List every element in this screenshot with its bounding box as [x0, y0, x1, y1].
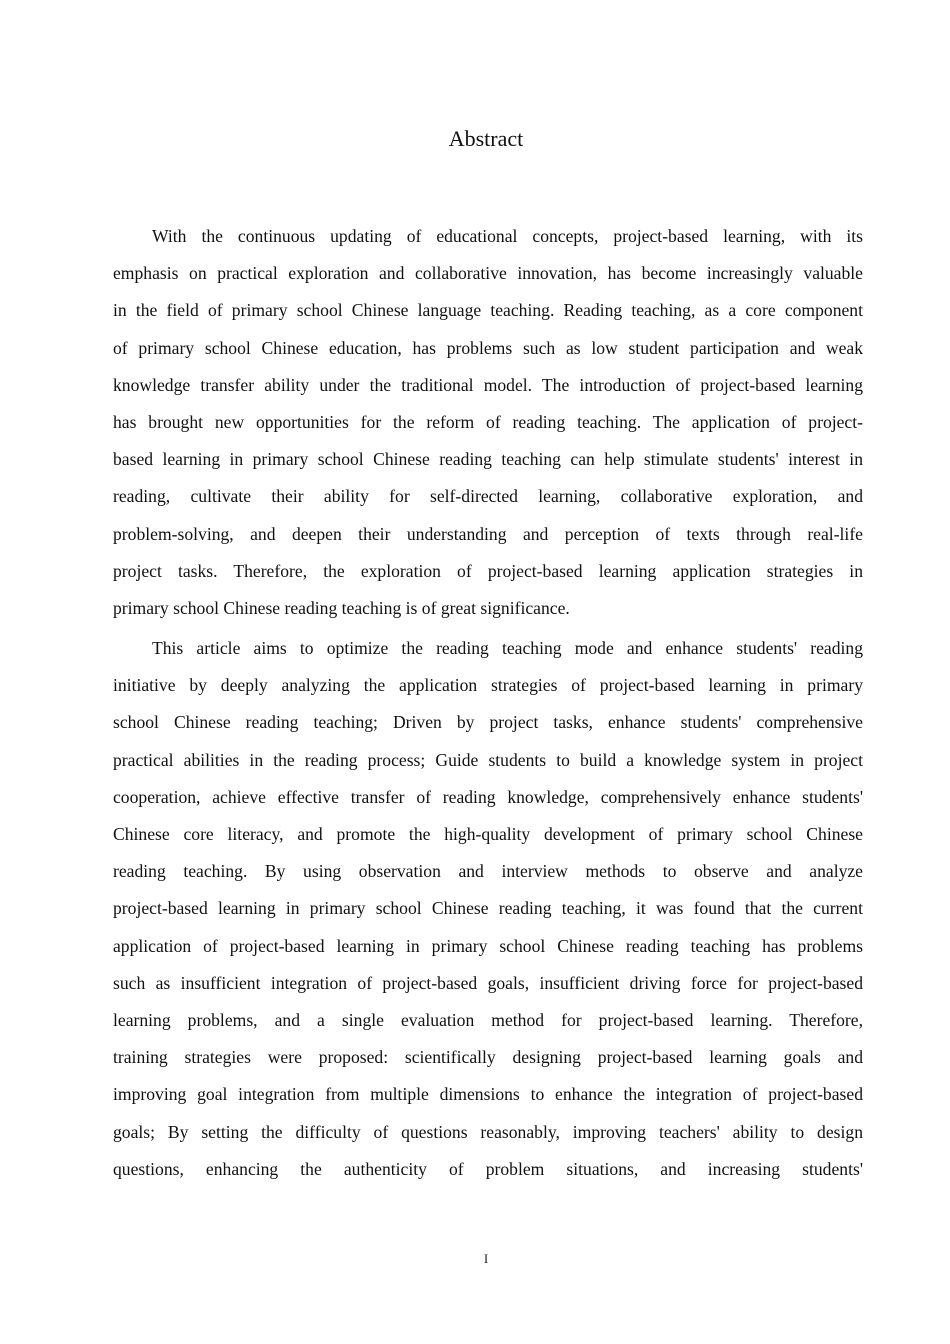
abstract-body: [113, 218, 863, 1188]
text-line: application of project-based learning in primary school Chinese reading teaching has problems: [113, 935, 863, 956]
page-number: I: [483, 1251, 489, 1266]
paragraph-2: [113, 630, 863, 1188]
text-line: cooperation, achieve effective transfer of reading knowledge, comprehensively enhance students': [113, 786, 863, 807]
text-line: project tasks. Therefore, the exploration of project-based learning application strategies in: [113, 560, 863, 581]
abstract-title: Abstract: [448, 126, 524, 151]
text-line: primary school Chinese reading teaching is of great significance.: [113, 597, 570, 618]
text-line: initiative by deeply analyzing the application strategies of project-based learning in primary: [113, 675, 863, 696]
text-line: emphasis on practical exploration and collaborative innovation, has become increasingly valuable: [113, 263, 863, 284]
text-line: school Chinese reading teaching; Driven by project tasks, enhance students' comprehensive: [113, 712, 863, 733]
text-line: reading, cultivate their ability for self-directed learning, collaborative exploration, and: [113, 486, 863, 507]
text-line: practical abilities in the reading process; Guide students to build a knowledge system in project: [113, 749, 863, 770]
text-line: training strategies were proposed: scientifically designing project-based learning goals and: [113, 1047, 863, 1068]
paragraph-1: [113, 218, 863, 627]
text-line: Chinese core literacy, and promote the high-quality development of primary school Chinese: [113, 824, 863, 844]
text-line: This article aims to optimize the reading teaching mode and enhance students' reading: [152, 638, 863, 659]
text-line: goals; By setting the difficulty of questions reasonably, improving teachers' ability to design: [113, 1121, 863, 1142]
text-line: based learning in primary school Chinese reading teaching can help stimulate students' interest in: [113, 449, 863, 470]
text-line: problem-solving, and deepen their understanding and perception of texts through real-life: [113, 523, 863, 544]
text-line: project-based learning in primary school Chinese reading teaching, it was found that the current: [113, 898, 863, 919]
text-line: improving goal integration from multiple dimensions to enhance the integration of project-based: [113, 1084, 863, 1105]
text-line: questions, enhancing the authenticity of problem situations, and increasing students': [113, 1158, 863, 1179]
text-line: has brought new opportunities for the reform of reading teaching. The application of project-: [113, 411, 863, 432]
text-line: in the field of primary school Chinese language teaching. Reading teaching, as a core component: [113, 300, 863, 321]
text-line: of primary school Chinese education, has problems such as low student participation and weak: [113, 337, 863, 358]
text-line: such as insufficient integration of project-based goals, insufficient driving force for project-based: [113, 972, 863, 993]
text-line: With the continuous updating of educational concepts, project-based learning, with its: [152, 226, 863, 246]
text-line: knowledge transfer ability under the traditional model. The introduction of project-based learning: [113, 374, 863, 395]
text-line: learning problems, and a single evaluation method for project-based learning. Therefore,: [113, 1009, 863, 1030]
text-line: reading teaching. By using observation and interview methods to observe and analyze: [113, 861, 863, 882]
